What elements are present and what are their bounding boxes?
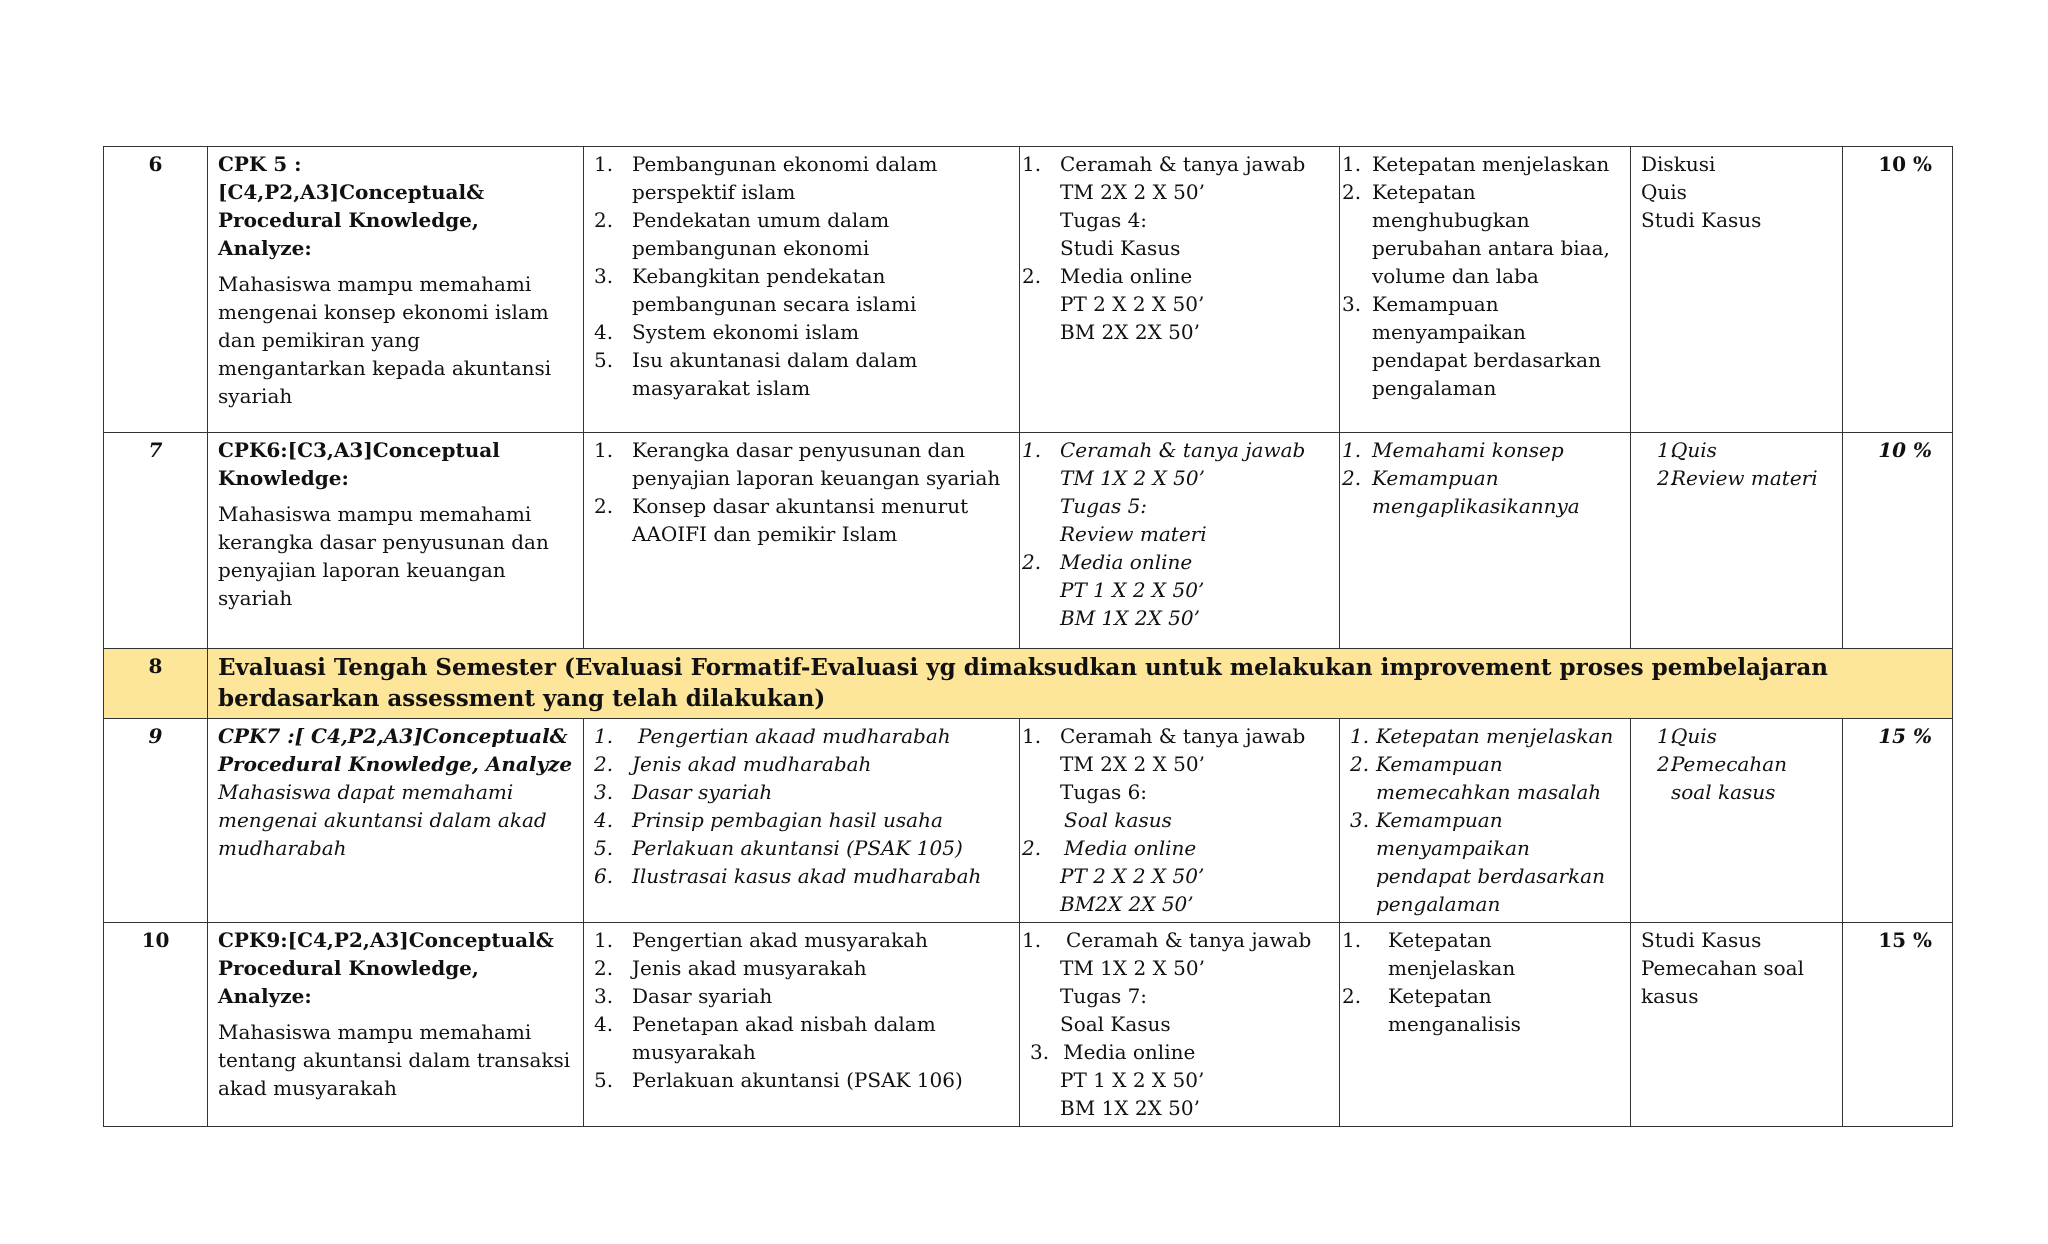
list-item: 2. Jenis akad mudharabah [594,752,872,776]
cpk-cell [208,147,584,433]
list-item: 2. Konsep dasar akuntansi menurut AAOIFI dan pemikir Islam [594,494,969,546]
cpk-title: CPK 5 : [C4,P2,A3]Conceptual& Procedural Knowledge, Analyze: [218,152,485,260]
week-number: 9 [104,719,208,923]
weight-cell: 15 % [1843,719,1953,923]
list-item: 1. Quis [1657,438,1717,462]
table-row-week-6 [104,147,1953,433]
forms-cell [1631,433,1843,649]
list-item: 1. Ceramah & tanya jawab TM 2X 2 X 50’ Tugas 6: Soal kasus [1022,724,1306,832]
weight-cell: 10 % [1843,433,1953,649]
list-item: 1. Ceramah & tanya jawab TM 2X 2 X 50’ Tugas 4: Studi Kasus [1022,152,1306,260]
cpk-cell [208,719,584,923]
list-item: 2. Kemampuan memecahkan masalah [1350,752,1602,804]
weight-cell: 15 % [1843,923,1953,1127]
list-item: 4. Penetapan akad nisbah dalam musyarakah [594,1012,936,1064]
criteria-cell [1340,147,1631,433]
list-item: 2. Ketepatan menghubugkan perubahan antara biaa, volume dan laba [1342,180,1610,288]
list-item: 1. Quis [1657,724,1717,748]
uts-description: Evaluasi Tengah Semester (Evaluasi Formatif-Evaluasi yg dimaksudkan untuk melakukan improvement proses pembelajaran berdasarkan assessment yang telah dilakukan) [208,649,1953,719]
cpk-description: Mahasiswa mampu memahami kerangka dasar penyusunan dan penyajian laporan keuangan syariah [218,502,549,610]
cpk-cell [208,433,584,649]
list-item: 2. Media online PT 2 X 2 X 50’ BM 2X 2X 50’ [1022,264,1205,344]
methods-cell [1020,923,1340,1127]
criteria-cell [1340,923,1631,1127]
rps-table-page [103,146,1952,1127]
list-item: 3. Dasar syariah [594,780,773,804]
topics-cell [584,147,1020,433]
list-item: 5. Isu akuntanasi dalam dalam masyarakat islam [594,348,918,400]
list-item: 1. Memahami konsep [1342,438,1564,462]
cpk-description: Mahasiswa mampu memahami tentang akuntansi dalam transaksi akad musyarakah [218,1020,571,1100]
week-number: 8 [104,649,208,719]
list-item: 1. Ceramah & tanya jawab TM 1X 2 X 50’ Tugas 5: Review materi [1022,438,1306,546]
table-row-week-7 [104,433,1953,649]
list-item: 5. Perlakuan akuntansi (PSAK 105) [594,836,963,860]
list-item: 3. Kebangkitan pendekatan pembangunan secara islami [594,264,917,316]
cpk-title: CPK6:[C3,A3]Conceptual Knowledge: [218,438,500,490]
weight-cell: 10 % [1843,147,1953,433]
list-item: 6. Ilustrasai kasus akad mudharabah [594,864,982,888]
list-item: 3. Kemampuan menyampaikan pendapat berdasarkan pengalaman [1342,292,1601,400]
list-item: 2. Pemecahan soal kasus [1657,752,1788,804]
rps-table [103,146,1953,1127]
list-item: 1. Ketepatan menjelaskan [1342,928,1516,980]
methods-cell [1020,719,1340,923]
forms-cell [1631,719,1843,923]
list-item: 1. Ketepatan menjelaskan [1350,724,1614,748]
list-item: 1. Ketepatan menjelaskan [1342,152,1610,176]
list-item: 4. System ekonomi islam [594,320,860,344]
list-item: 4. Prinsip pembagian hasil usaha [594,808,943,832]
criteria-cell [1340,719,1631,923]
methods-cell [1020,147,1340,433]
list-item: 2. Review materi [1657,466,1818,490]
topics-cell [584,433,1020,649]
list-item: 1. Pengertian akad musyarakah [594,928,928,952]
week-number: 6 [104,147,208,433]
list-item: 2. Media online PT 1 X 2 X 50’ BM 1X 2X 50’ [1022,550,1205,630]
cpk-title: CPK9:[C4,P2,A3]Conceptual& Procedural Knowledge, Analyze: [218,928,554,1008]
week-number: 7 [104,433,208,649]
list-item: 1. Pembangunan ekonomi dalam perspektif islam [594,152,938,204]
topics-cell [584,923,1020,1127]
list-item: 3. Kemampuan menyampaikan pendapat berdasarkan pengalaman [1350,808,1605,916]
week-number: 10 [104,923,208,1127]
list-item: 2. Media online PT 2 X 2 X 50’ BM2X 2X 50’ [1022,836,1205,916]
list-item: 2. Pendekatan umum dalam pembangunan ekonomi [594,208,890,260]
list-item: 1. Kerangka dasar penyusunan dan penyajian laporan keuangan syariah [594,438,1001,490]
cpk-description: Mahasiswa mampu memahami mengenai konsep ekonomi islam dan pemikiran yang mengantarkan kepada akuntansi syariah [218,272,552,408]
table-row-week-9 [104,719,1953,923]
list-item: 2. Kemampuan mengaplikasikannya [1342,466,1580,518]
list-item: 2. Jenis akad musyarakah [594,956,867,980]
list-item: 2. Ketepatan menganalisis [1342,984,1521,1036]
cpk-title: CPK7 :[ C4,P2,A3]Conceptual& Procedural Knowledge, Analyze [218,724,573,776]
topics-cell [584,719,1020,923]
list-item: 3. Media online PT 1 X 2 X 50’ BM 1X 2X 50’ [1030,1040,1205,1120]
list-item: 1. Pengertian akaad mudharabah [594,724,951,748]
list-item: 5. Perlakuan akuntansi (PSAK 106) [594,1068,963,1092]
forms-cell: Studi Kasus Pemecahan soal kasus [1631,923,1843,1127]
list-item: 1. Ceramah & tanya jawab TM 1X 2 X 50’ Tugas 7: Soal Kasus [1022,928,1312,1036]
methods-cell [1020,433,1340,649]
cpk-cell [208,923,584,1127]
cpk-description: Mahasiswa dapat memahami mengenai akuntansi dalam akad mudharabah [218,780,547,860]
table-row-week-8-uts [104,649,1953,719]
criteria-cell [1340,433,1631,649]
list-item: 3. Dasar syariah [594,984,773,1008]
table-row-week-10 [104,923,1953,1127]
forms-cell: Diskusi Quis Studi Kasus [1631,147,1843,433]
